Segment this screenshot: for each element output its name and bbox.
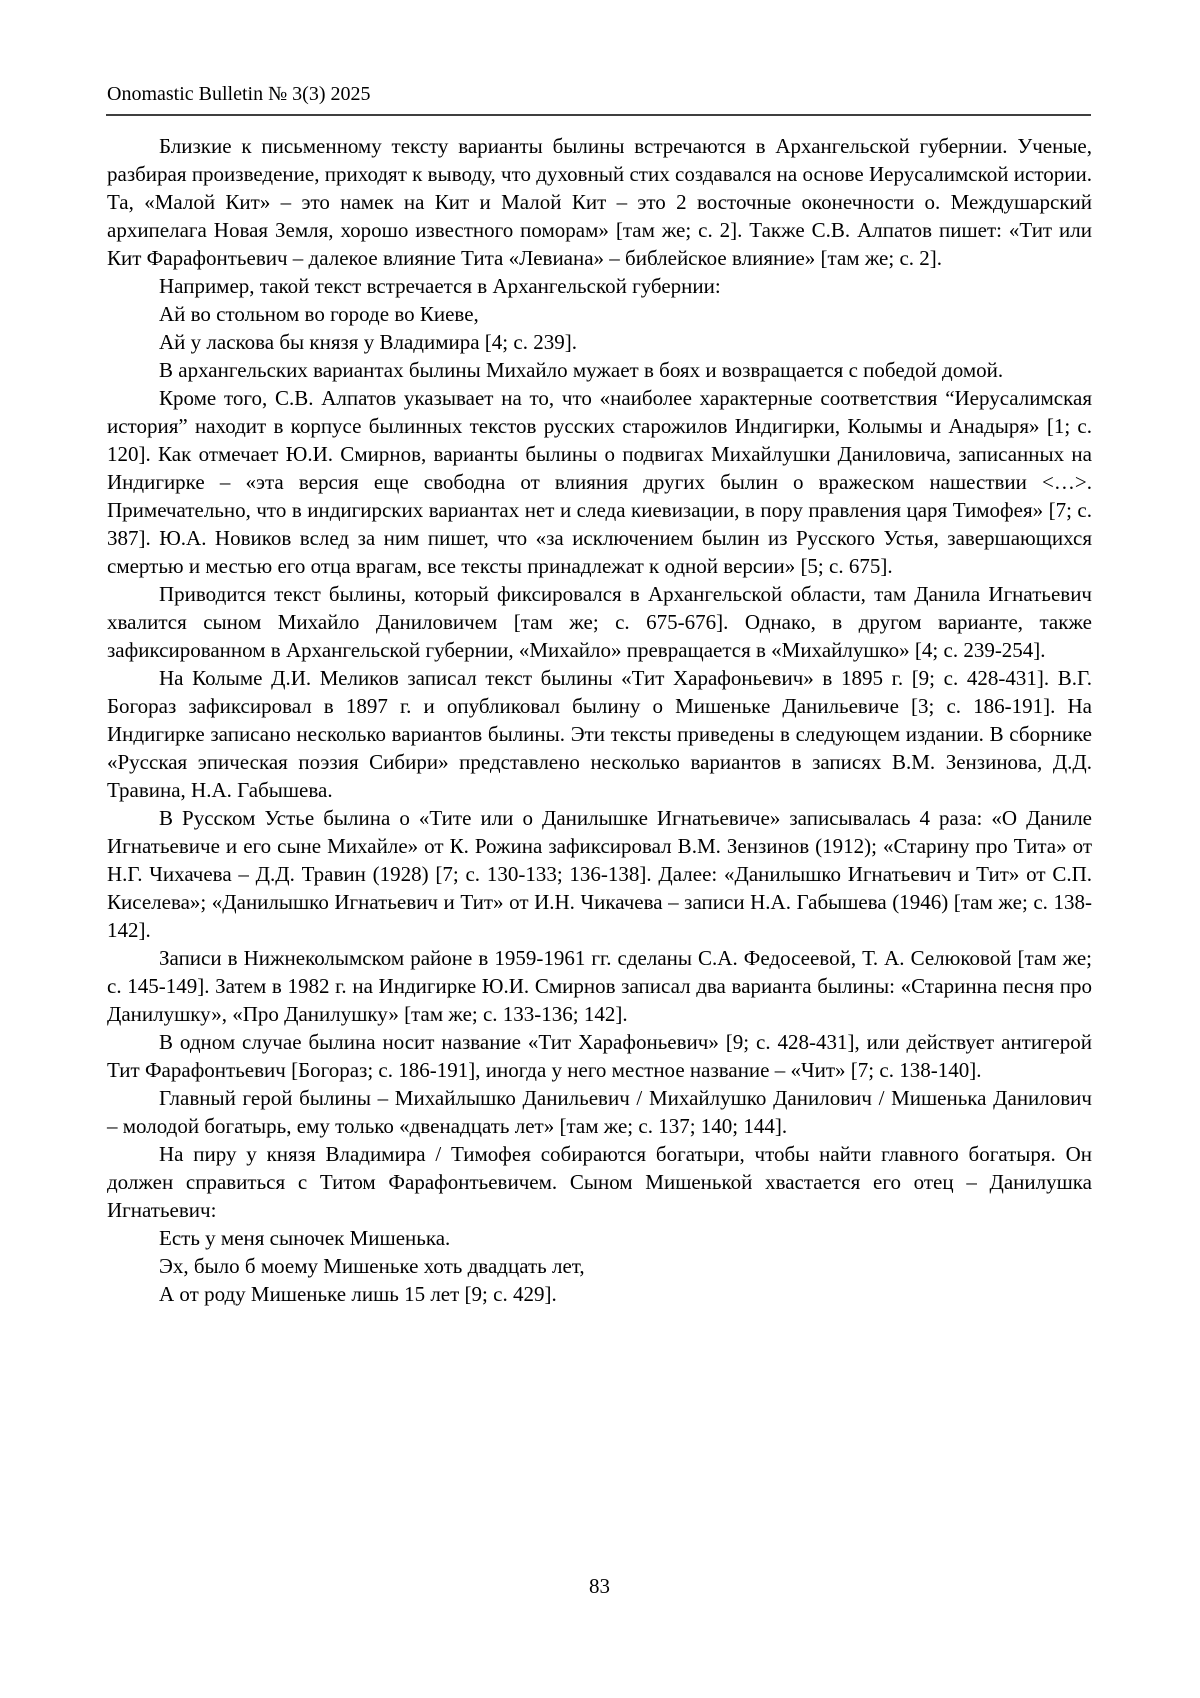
body-paragraph: На пиру у князя Владимира / Тимофея собираются богатыри, чтобы найти главного богатыря. Он должен справиться с Титом Фарафонтьевичем. Сыном Мишенькой хвастается его отец – Данилушка Игнатьевич: xyxy=(107,1142,1092,1222)
body-paragraph: В архангельских вариантах былины Михайло мужает в боях и возвращается с победой домой. xyxy=(159,358,1004,382)
journal-title: Onomastic Bulletin № 3(3) 2025 xyxy=(107,83,371,105)
body-paragraph: В одном случае былина носит название «Тит Харафоньевич» [9; с. 428-431], или действует антигерой Тит Фарафонтьевич [Богораз; с. 186-191], иногда у него местное название – «Чит» [7; с. 138-140]. xyxy=(107,1030,1092,1082)
verse-line: Эх, было б моему Мишеньке хоть двадцать лет, xyxy=(159,1254,585,1278)
body-paragraph: Главный герой былины – Михайлышко Данильевич / Михайлушко Данилович / Мишенька Данилович – молодой богатырь, ему только «двенадцать лет» [там же; с. 137; 140; 144]. xyxy=(107,1086,1092,1138)
body-paragraph: Например, такой текст встречается в Архангельской губернии: xyxy=(159,274,721,298)
header-rule xyxy=(106,114,1091,116)
verse-line: Ай у ласкова бы князя у Владимира [4; с. 239]. xyxy=(159,330,577,354)
body-paragraph: Близкие к письменному тексту варианты былины встречаются в Архангельской губернии. Ученые, разбирая произведение, приходят к выводу, что духовный стих создавался на основе Иерусалимской истории. Та, «Малой Кит» – это намек на Кит и Малой Кит – это 2 восточные оконечности о. Междушарский архипелага Новая Земля, хорошо известного поморам» [там же; с. 2]. Также С.В. Алпатов пишет: «Тит или Кит Фарафонтьевич – далекое влияние Тита «Левиана» – библейское влияние» [там же; с. 2]. xyxy=(107,134,1092,270)
body-paragraph: Приводится текст былины, который фиксировался в Архангельской области, там Данила Игнатьевич хвалится сыном Михайло Даниловичем [там же; с. 675-676]. Однако, в другом варианте, также зафиксированном в Архангельской губернии, «Михайло» превращается в «Михайлушко» [4; с. 239-254]. xyxy=(107,582,1092,662)
body-paragraph: Записи в Нижнеколымском районе в 1959-1961 гг. сделаны С.А. Федосеевой, Т. А. Селюковой [там же; с. 145-149]. Затем в 1982 г. на Индигирке Ю.И. Смирнов записал два варианта былины: «Старинна песня про Данилушку», «Про Данилушку» [там же; с. 133-136; 142]. xyxy=(107,946,1092,1026)
body-paragraph: Кроме того, С.В. Алпатов указывает на то, что «наиболее характерные соответствия “Иерусалимская история” находит в корпусе былинных текстов русских старожилов Индигирки, Колымы и Анадыря» [1; с. 120]. Как отмечает Ю.И. Смирнов, варианты былины о подвигах Михайлушки Даниловича, записанных на Индигирке – «эта версия еще свободна от влияния других былин о вражеском нашествии <…>. Примечательно, что в индигирских вариантах нет и следа киевизации, в пору правления царя Тимофея» [7; с. 387]. Ю.А. Новиков вслед за ним пишет, что «за исключением былин из Русского Устья, завершающихся смертью и местью его отца врагам, все тексты принадлежат к одной версии» [5; с. 675]. xyxy=(107,386,1092,578)
verse-line: Есть у меня сыночек Мишенька. xyxy=(159,1226,451,1250)
verse-line: А от роду Мишеньке лишь 15 лет [9; с. 429]. xyxy=(159,1282,557,1306)
page-body xyxy=(107,132,1092,1308)
body-paragraph: В Русском Устье былина о «Тите или о Данилышке Игнатьевиче» записывалась 4 раза: «О Даниле Игнатьевиче и его сыне Михайле» от К. Рожина зафиксировал В.М. Зензинов (1912); «Старину про Тита» от Н.Г. Чихачева – Д.Д. Травин (1928) [7; с. 130-133; 136-138]. Далее: «Данилышко Игнатьевич и Тит» от С.П. Киселева»; «Данилышко Игнатьевич и Тит» от И.Н. Чикачева – записи Н.А. Габышева (1946) [там же; с. 138-142]. xyxy=(107,806,1092,942)
page-number: 83 xyxy=(589,1574,610,1598)
verse-line: Ай во стольном во городе во Киеве, xyxy=(159,302,479,326)
body-paragraph: На Колыме Д.И. Меликов записал текст былины «Тит Харафоньевич» в 1895 г. [9; с. 428-431]. В.Г. Богораз зафиксировал в 1897 г. и опубликовал былину о Мишеньке Данильевиче [3; с. 186-191]. На Индигирке записано несколько вариантов былины. Эти тексты приведены в следующем издании. В сборнике «Русская эпическая поэзия Сибири» представлено несколько вариантов в записях В.М. Зензинова, Д.Д. Травина, Н.А. Габышева. xyxy=(107,666,1092,802)
